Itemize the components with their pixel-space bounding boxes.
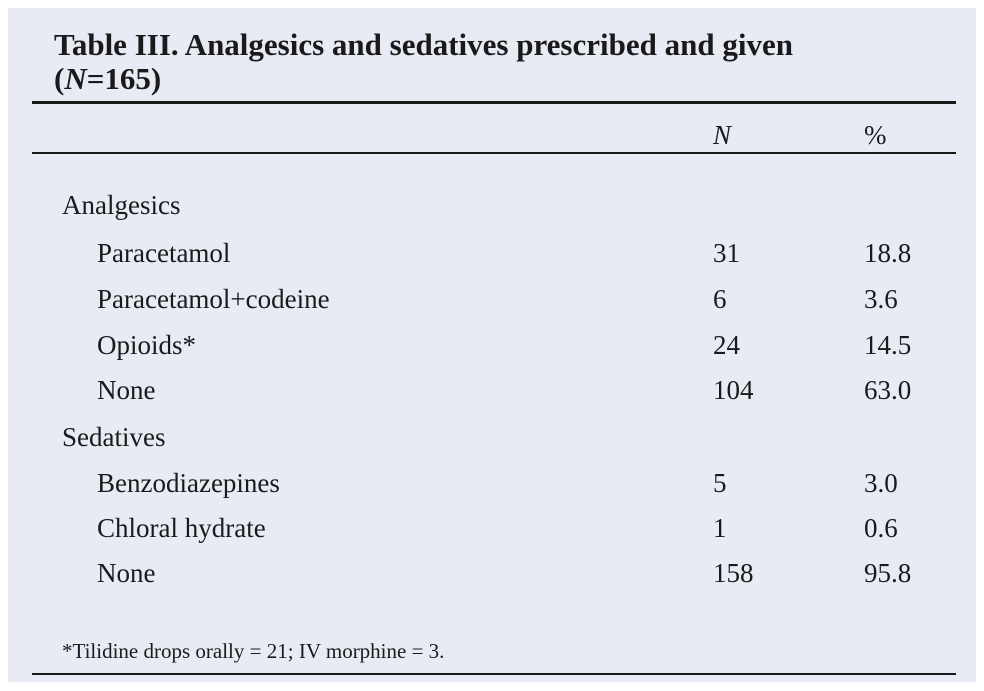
row-percent: 3.6 — [864, 284, 898, 314]
row-percent: 3.0 — [864, 468, 898, 498]
row-percent: 95.8 — [864, 558, 912, 588]
row-label: Opioids* — [97, 330, 197, 360]
header-top-rule — [32, 101, 956, 104]
column-header-percent: % — [864, 120, 887, 150]
row-percent: 63.0 — [864, 375, 912, 405]
table-title-n-open: ( — [54, 61, 65, 96]
table-title-n-symbol: N — [64, 61, 87, 96]
row-n: 6 — [713, 284, 727, 314]
row-n: 104 — [713, 375, 754, 405]
row-label: None — [97, 558, 156, 588]
row-percent: 14.5 — [864, 330, 912, 360]
row-percent: 18.8 — [864, 238, 912, 268]
row-label: Paracetamol — [97, 238, 231, 268]
table-title — [54, 28, 934, 96]
table-title-n-value: =165) — [86, 61, 162, 96]
row-n: 24 — [713, 330, 740, 360]
row-percent: 0.6 — [864, 513, 898, 543]
row-label: None — [97, 375, 156, 405]
row-label: Paracetamol+codeine — [97, 284, 330, 314]
table-bottom-rule — [32, 673, 956, 675]
row-n: 5 — [713, 468, 727, 498]
table-title-text: Table III. Analgesics and sedatives prescribed and given — [54, 27, 793, 62]
group-label-analgesics: Analgesics — [62, 190, 181, 220]
column-header-n: N — [713, 120, 732, 150]
row-label: Benzodiazepines — [97, 468, 280, 498]
table-footnote: *Tilidine drops orally = 21; IV morphine = 3. — [62, 639, 445, 663]
header-bottom-rule — [32, 152, 956, 154]
row-n: 31 — [713, 238, 740, 268]
row-n: 158 — [713, 558, 754, 588]
group-label-sedatives: Sedatives — [62, 422, 166, 452]
row-n: 1 — [713, 513, 727, 543]
row-label: Chloral hydrate — [97, 513, 266, 543]
